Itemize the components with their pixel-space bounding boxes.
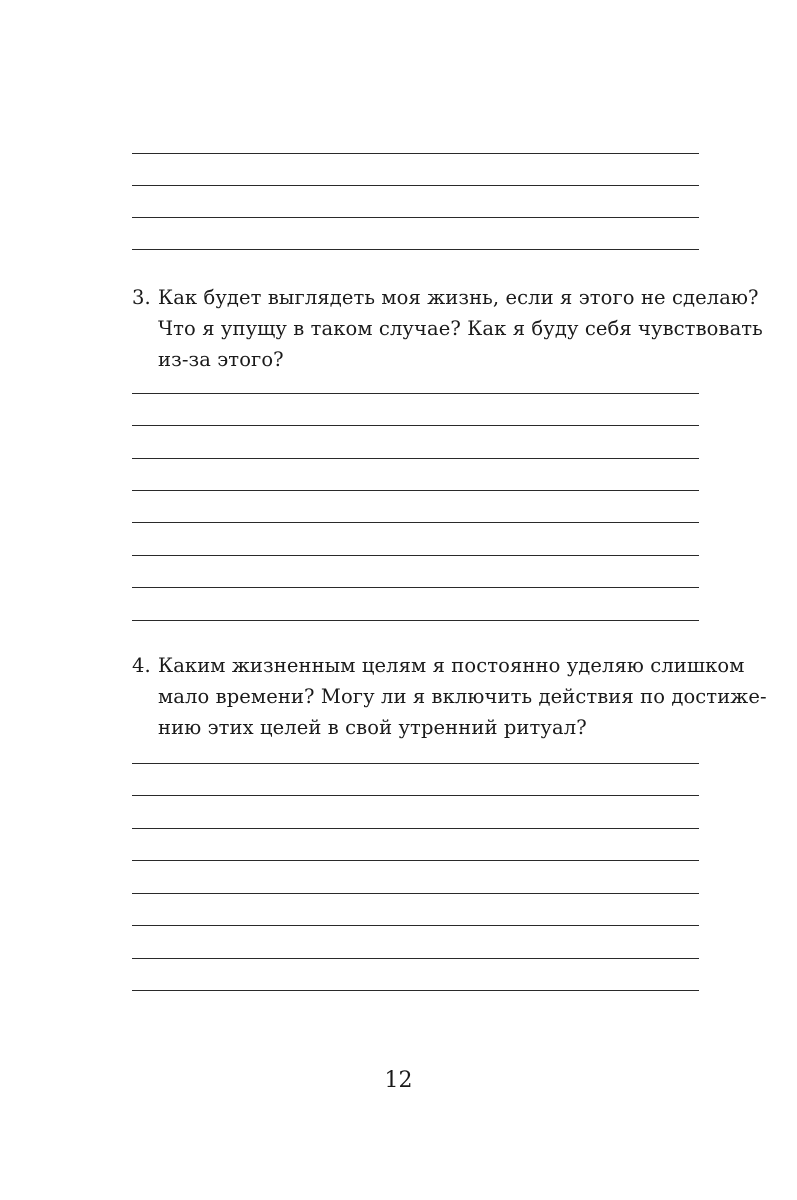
writing-line — [132, 587, 699, 588]
question-number: 3. — [132, 286, 151, 309]
writing-line — [132, 860, 699, 861]
writing-line — [132, 393, 699, 394]
writing-line — [132, 425, 699, 426]
writing-line — [132, 795, 699, 796]
question-text-line: Каким жизненным целям я постоянно уделяю слишком — [158, 654, 745, 677]
writing-line — [132, 522, 699, 523]
question-text-line: мало времени? Могу ли я включить действия по достиже- — [158, 685, 767, 708]
question-text-line: Что я упущу в таком случае? Как я буду себя чувствовать — [158, 317, 763, 340]
question-4 — [132, 650, 767, 743]
writing-line — [132, 458, 699, 459]
writing-line — [132, 958, 699, 959]
writing-line — [132, 185, 699, 186]
writing-line — [132, 153, 699, 154]
writing-line — [132, 249, 699, 250]
question-number: 4. — [132, 654, 151, 677]
writing-line — [132, 217, 699, 218]
writing-line — [132, 828, 699, 829]
writing-line — [132, 925, 699, 926]
writing-line — [132, 763, 699, 764]
question-text-line: нию этих целей в свой утренний ритуал? — [158, 716, 587, 739]
page-number: 12 — [384, 1068, 413, 1093]
question-text-line: из-за этого? — [158, 348, 284, 371]
question-text-line: Как будет выглядеть моя жизнь, если я этого не сделаю? — [158, 286, 759, 309]
writing-line — [132, 555, 699, 556]
writing-line — [132, 620, 699, 621]
writing-line — [132, 990, 699, 991]
question-3 — [132, 282, 763, 375]
writing-line — [132, 893, 699, 894]
writing-line — [132, 490, 699, 491]
